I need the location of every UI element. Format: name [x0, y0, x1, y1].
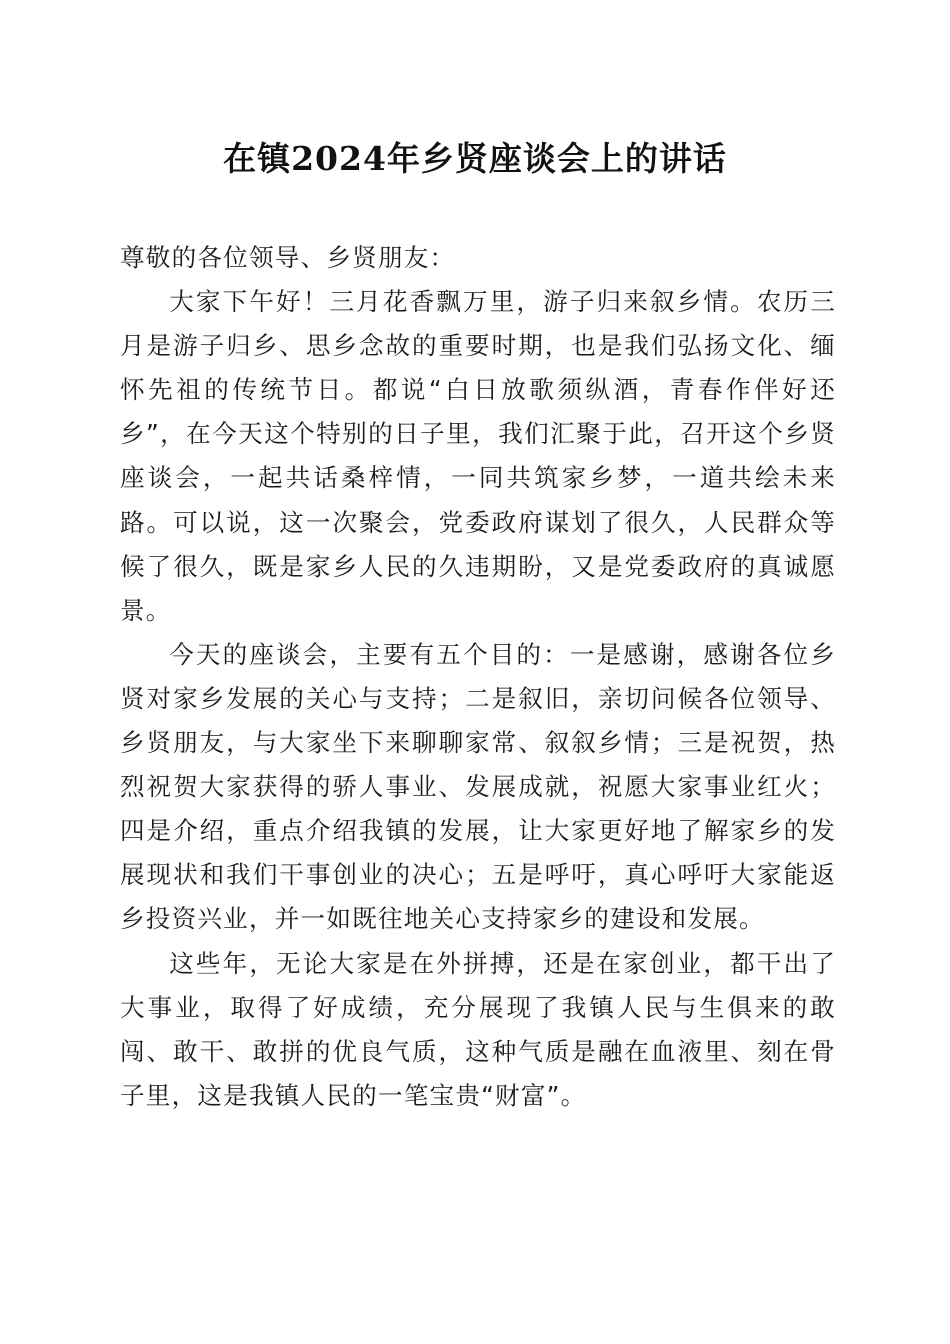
document-title: 在镇2024年乡贤座谈会上的讲话	[223, 139, 727, 178]
paragraph-greeting: 大家下午好！三月花香飘万里，游子归来叙乡情。农历三月是游子归乡、思乡念故的重要时期，也是我们弘扬文化、缅怀先祖的传统节日。都说“白日放歌须纵酒，青春作伴好还乡”，在今天这个特别的日子里，我们汇聚于此，召开这个乡贤座谈会，一起共话桑梓情，一同共筑家乡梦，一道共绘未来路。可以说，这一次聚会，党委政府谋划了很久，人民群众等候了很久，既是家乡人民的久违期盼，又是党委政府的真诚愿景。	[120, 287, 836, 625]
paragraph-achievements: 这些年，无论大家是在外拼搏，还是在家创业，都干出了大事业，取得了好成绩，充分展现了我镇人民与生俱来的敢闯、敢干、敢拼的优良气质，这种气质是融在血液里、刻在骨子里，这是我镇人民的一笔宝贵“财富”。	[120, 948, 836, 1110]
paragraph-purposes: 今天的座谈会，主要有五个目的：一是感谢，感谢各位乡贤对家乡发展的关心与支持；二是叙旧，亲切问候各位领导、乡贤朋友，与大家坐下来聊聊家常、叙叙乡情；三是祝贺，热烈祝贺大家获得的骄人事业、发展成就，祝愿大家事业红火；四是介绍，重点介绍我镇的发展，让大家更好地了解家乡的发展现状和我们干事创业的决心；五是呼吁，真心呼吁大家能返乡投资兴业，并一如既往地关心支持家乡的建设和发展。	[120, 639, 836, 934]
document-body	[120, 236, 836, 1118]
salutation: 尊敬的各位领导、乡贤朋友：	[120, 243, 456, 272]
